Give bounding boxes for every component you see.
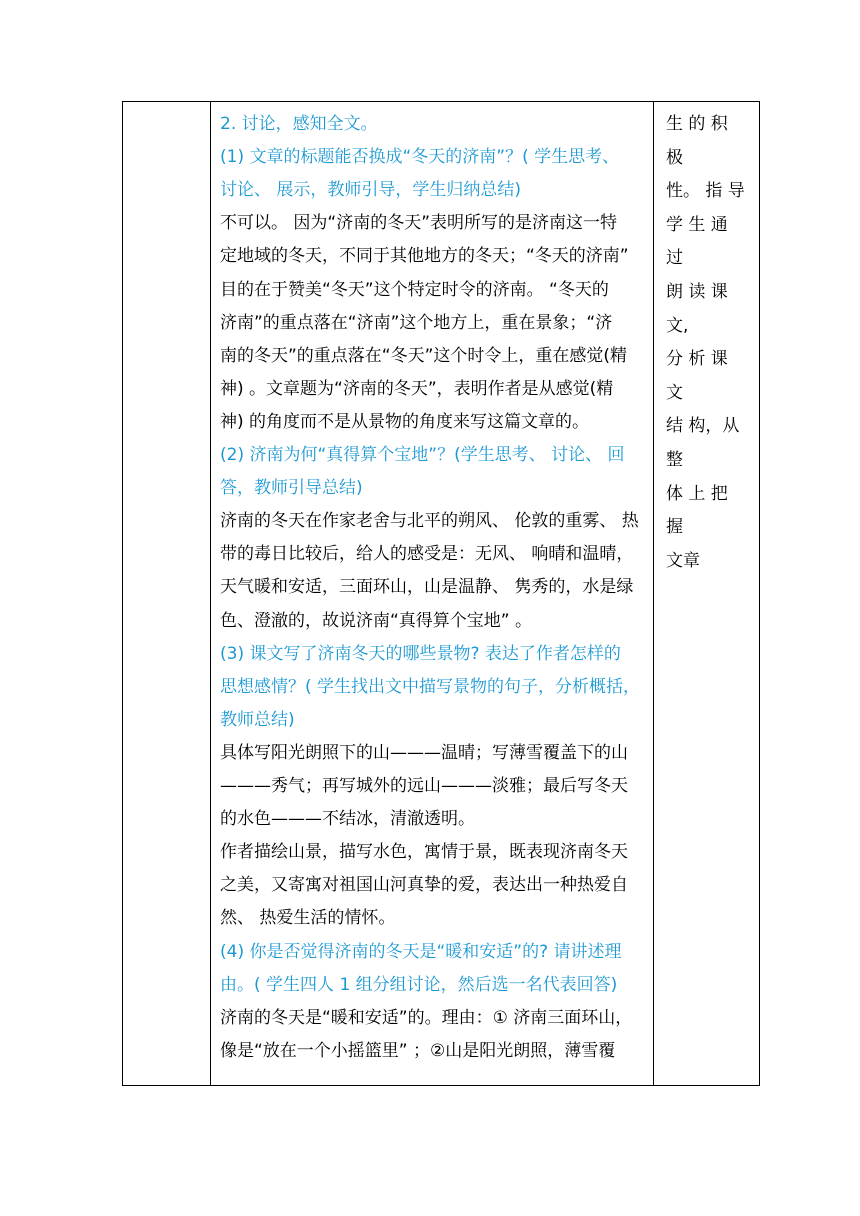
main-text-line: 定地域的冬天，不同于其他地方的冬天；“冬天的济南”: [220, 246, 629, 267]
main-text-line: (4) 你是否觉得济南的冬天是“暖和安适”的? 请讲述理: [220, 941, 622, 962]
main-text-line: 答，教师引导总结): [220, 478, 363, 499]
main-text-line: 像是“放在一个小摇篮里” ；②山是阳光朗照，薄雪覆: [220, 1040, 616, 1061]
main-text-line: 目的在于赞美“冬天”这个特定时令的济南。 “冬天的: [220, 279, 609, 300]
lesson-table: [122, 101, 760, 1086]
right-text-line: 朗 读 课: [666, 282, 728, 302]
right-text-line: 体 上 把: [666, 483, 728, 504]
right-text-line: 极: [666, 147, 683, 168]
main-text-line: 色、澄澈的，故说济南“真得算个宝地” 。: [220, 610, 533, 631]
table-right-column: [654, 102, 761, 1085]
main-text-line: 2. 讨论，感知全文。: [220, 114, 378, 134]
main-text-line: 的水色———不结冰，清澈透明。: [220, 809, 475, 830]
main-text-line: 作者描绘山景，描写水色，寓情于景，既表现济南冬天: [220, 842, 628, 863]
main-text-line: 济南”的重点落在“济南”这个地方上，重在景象；“济: [220, 312, 613, 333]
right-text-line: 性。 指 导: [666, 181, 745, 202]
main-text-line: 由。( 学生四人 1 组分组讨论，然后选一名代表回答): [220, 974, 618, 995]
main-text-line: 济南的冬天是“暖和安适”的。理由：① 济南三面环山，: [220, 1007, 633, 1028]
main-text-line: 然、 热爱生活的情怀。: [220, 908, 396, 929]
main-text-line: 带的毒日比较后，给人的感受是：无风、 响晴和温晴，: [220, 544, 634, 565]
main-text-line: (3) 课文写了济南冬天的哪些景物? 表达了作者怎样的: [220, 643, 621, 664]
right-text-line: 分 析 课: [666, 349, 728, 370]
main-text-line: 神) 的角度而不是从景物的角度来写这篇文章的。: [220, 411, 590, 432]
right-text-line: 生 的 积: [666, 114, 728, 134]
right-text-line: 学 生 通: [666, 214, 728, 235]
main-text-line: 讨论、 展示，教师引导，学生归纳总结): [220, 180, 522, 201]
right-text-line: 文: [666, 382, 683, 403]
main-text-line: 教师总结): [220, 709, 295, 730]
right-text-line: 文章: [666, 550, 700, 571]
main-text-line: ———秀气；再写城外的远山———淡雅；最后写冬天: [220, 776, 628, 796]
main-text-line: 神) 。文章题为“济南的冬天”，表明作者是从感觉(精: [220, 378, 614, 399]
main-text-line: 不可以。 因为“济南的冬天”表明所写的是济南这一特: [220, 213, 618, 234]
right-text-line: 过: [666, 248, 683, 269]
right-text-line: 整: [666, 450, 683, 470]
main-text-line: 具体写阳光朗照下的山———温晴；写薄雪覆盖下的山: [220, 742, 628, 763]
main-text-line: 思想感情？( 学生找出文中描写景物的句子，分析概括，: [220, 676, 641, 697]
right-text-line: 结 构，从: [666, 416, 740, 437]
main-text-line: (2) 济南为何“真得算个宝地”？(学生思考、 讨论、 回: [220, 445, 625, 465]
main-text-line: 南的冬天”的重点落在“冬天”这个时令上，重在感觉(精: [220, 345, 628, 366]
right-text-line: 握: [666, 517, 683, 538]
table-main-column: [211, 102, 654, 1085]
main-text-line: 济南的冬天在作家老舍与北平的朔风、 伦敦的重雾、 热: [220, 511, 639, 532]
main-text-line: 之美，又寄寓对祖国山河真挚的爱，表达出一种热爱自: [220, 875, 628, 896]
right-text-line: 文,: [666, 315, 689, 336]
main-text-line: 天气暖和安适，三面环山，山是温静、 隽秀的，水是绿: [220, 577, 634, 598]
main-text-line: (1) 文章的标题能否换成“冬天的济南”？( 学生思考、: [220, 147, 620, 168]
table-left-column: [123, 102, 211, 1085]
